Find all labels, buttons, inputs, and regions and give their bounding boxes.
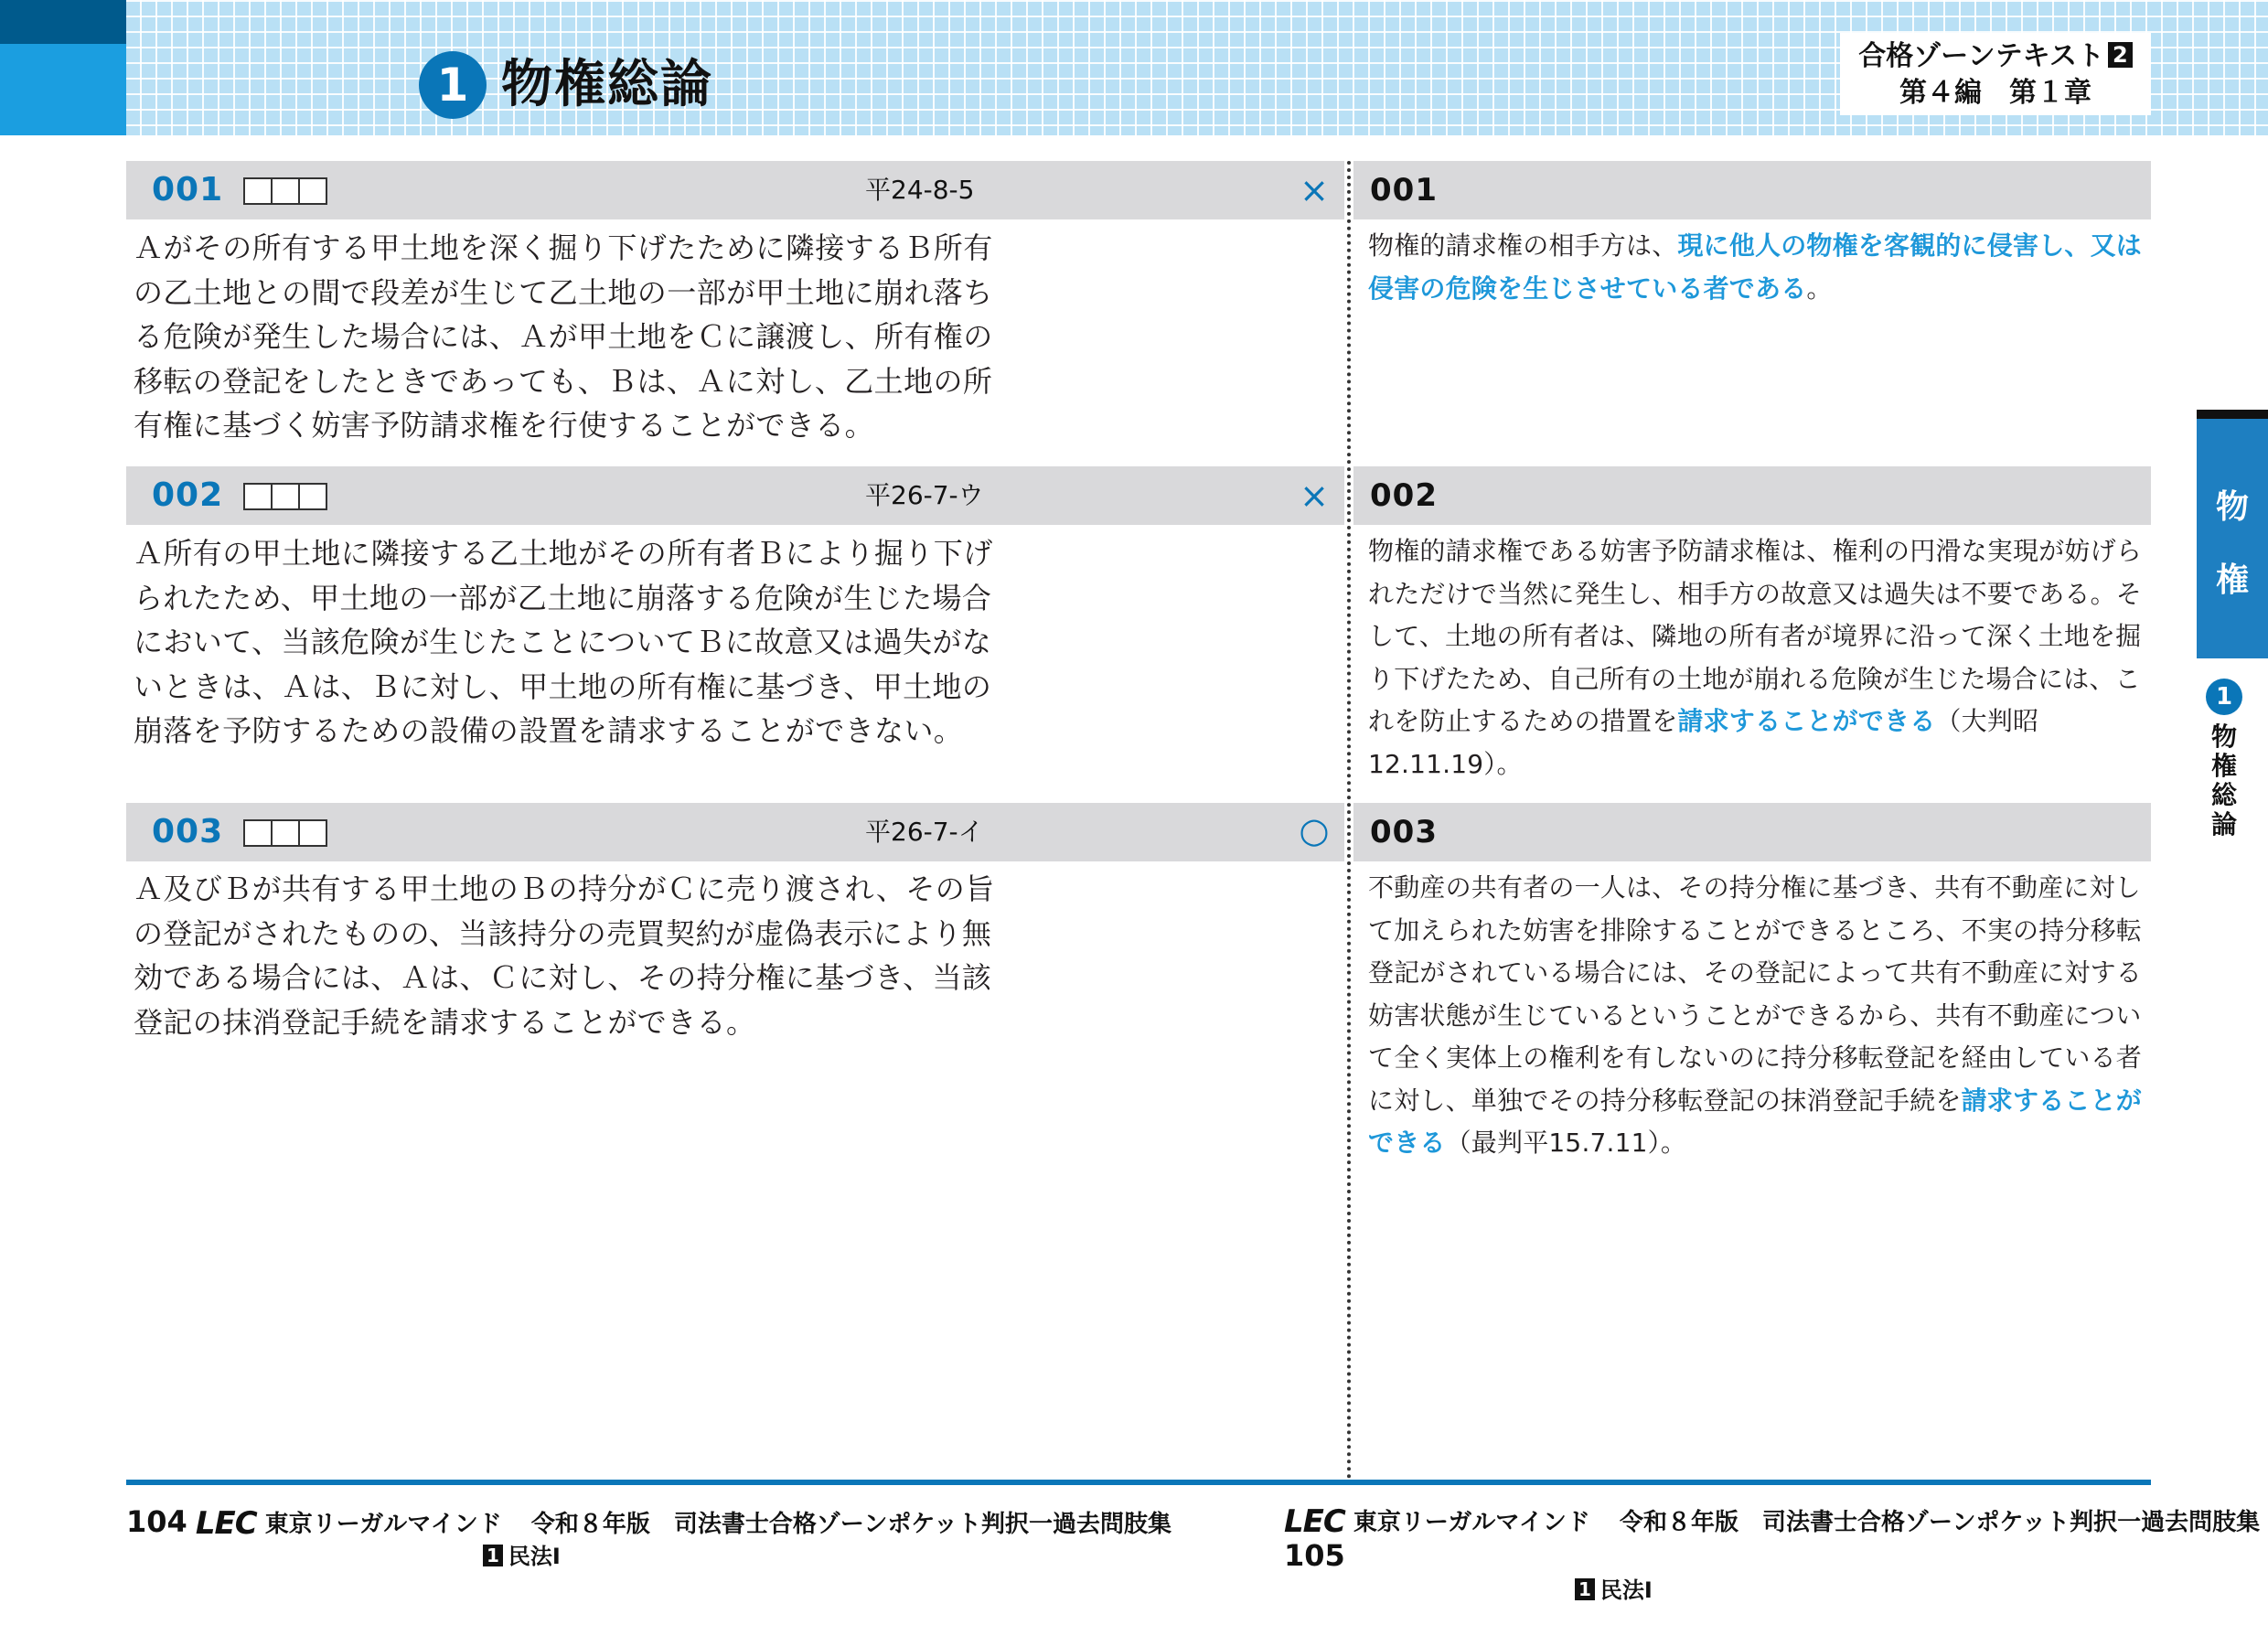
volume-title: 民法Ⅰ xyxy=(508,1544,561,1569)
chapter-number-badge: 1 xyxy=(419,51,487,119)
answer-number: 002 xyxy=(1370,477,1438,514)
center-divider xyxy=(1347,161,1351,1480)
side-tab-chapter[interactable] xyxy=(2197,419,2268,658)
side-tab-char: 権 xyxy=(2215,561,2249,599)
header-corner-dark xyxy=(0,0,126,44)
question-source: 平24-8-5 xyxy=(865,175,975,205)
volume-badge: 1 xyxy=(1575,1578,1595,1600)
answer-header-002 xyxy=(1353,466,2151,525)
textbook-reference xyxy=(1840,33,2151,115)
check-box[interactable] xyxy=(298,483,327,510)
volume-badge: 1 xyxy=(483,1545,503,1566)
answer-mark-cross: × xyxy=(1300,476,1329,516)
answer-highlight: 現に他人の物権を客観的に侵害し、又は侵害の危険を生じさせている者である xyxy=(1368,230,2143,304)
answer-text-plain: （最判平15.7.11）。 xyxy=(1445,1128,1687,1158)
check-boxes xyxy=(243,819,326,845)
side-section-char: 物 xyxy=(2210,722,2237,752)
answer-header-003 xyxy=(1353,803,2151,861)
answer-number: 001 xyxy=(1370,172,1438,208)
check-box[interactable] xyxy=(271,177,300,205)
check-box[interactable] xyxy=(298,819,327,847)
footer-rule xyxy=(126,1480,2151,1485)
footer-left xyxy=(126,1505,1171,1572)
answer-highlight: 請求することができる xyxy=(1677,706,1936,736)
check-box[interactable] xyxy=(243,483,273,510)
check-box[interactable] xyxy=(243,819,273,847)
question-text: Ａ及びＢが共有する甲土地のＢの持分がＣに売り渡され、その旨の登記がされたものの、当該持分の売買契約が虚偽表示により無効である場合には、Ａは、Ｃに対し、その持分権に基づき、当該登記の抹消登記手続を請求することができる。 xyxy=(134,871,995,1040)
answer-text-plain: 。 xyxy=(1806,273,1833,304)
answer-text-plain: 不動産の共有者の一人は、その持分権に基づき、共有不動産に対して加えられた妨害を排除することができるところ、不実の持分移転登記がされている場合には、その登記によって共有不動産に対する妨害状態が生じているということができるから、共有不動産について全く実体上の権利を有しないのに持分移転登記を経由している者に対し、単独でその持分移転登記の抹消登記手続を xyxy=(1368,872,2143,1116)
answer-mark-circle: ○ xyxy=(1299,810,1330,850)
question-text: Ａがその所有する甲土地を深く掘り下げたために隣接するＢ所有の乙土地との間で段差が生じて乙土地の一部が甲土地に崩れ落ちる危険が発生した場合には、Ａが甲土地をＣに譲渡し、所有権の移転の登記をしたときであっても、Ｂは、Ａに対し、乙土地の所有権に基づく妨害予防請求権を行使することができる。 xyxy=(134,230,993,443)
volume-title: 民法Ⅰ xyxy=(1599,1577,1653,1603)
question-header-001 xyxy=(126,161,1344,219)
publisher-name: 東京リーガルマインド xyxy=(264,1511,502,1538)
question-source: 平26-7-イ xyxy=(865,817,984,847)
side-section-number: 1 xyxy=(2206,679,2242,715)
book-edition: 令和８年版 司法書士合格ゾーンポケット判択一過去問肢集 xyxy=(530,1511,1172,1538)
answer-text xyxy=(1368,530,2145,786)
textbook-volume-badge: 2 xyxy=(2108,42,2133,68)
side-tab-char: 物 xyxy=(2215,488,2249,526)
question-number: 001 xyxy=(152,171,224,208)
question-number: 002 xyxy=(152,476,224,514)
textbook-name: 合格ゾーンテキスト xyxy=(1858,40,2105,72)
question-header-002 xyxy=(126,466,1344,525)
lec-logo: LEC xyxy=(195,1505,257,1542)
chapter-title: 物権総論 xyxy=(501,55,713,114)
textbook-section: 第４編 第１章 xyxy=(1899,77,2091,109)
answer-header-001 xyxy=(1353,161,2151,219)
check-box[interactable] xyxy=(243,177,273,205)
side-section-title xyxy=(2208,722,2241,839)
answer-highlight: 請求することができる xyxy=(1368,1085,2143,1158)
footer-right xyxy=(1284,1505,2268,1606)
book-edition: 令和８年版 司法書士合格ゾーンポケット判択一過去問肢集 xyxy=(1620,1509,2261,1536)
question-text: Ａ所有の甲土地に隣接する乙土地がその所有者Ｂにより掘り下げられたため、甲土地の一部が乙土地に崩落する危険が生じた場合において、当該危険が生じたことについてＢに故意又は過失がないときは、Ａは、Ｂに対し、甲土地の所有権に基づき、甲土地の崩落を予防するための設備の設置を請求することができない。 xyxy=(134,536,993,748)
page-number-right: 105 xyxy=(1284,1538,1345,1573)
answer-text-plain: （大判昭12.11.19）。 xyxy=(1368,706,2039,779)
question-source: 平26-7-ウ xyxy=(865,480,984,510)
answer-text xyxy=(1368,225,2145,310)
side-section-char: 権 xyxy=(2210,751,2237,781)
answer-number: 003 xyxy=(1370,814,1438,850)
header-corner-blue xyxy=(0,44,126,135)
check-box[interactable] xyxy=(271,819,300,847)
answer-text xyxy=(1368,867,2145,1165)
answer-mark-cross: × xyxy=(1300,170,1329,210)
question-header-003 xyxy=(126,803,1344,861)
check-box[interactable] xyxy=(271,483,300,510)
check-box[interactable] xyxy=(298,177,327,205)
side-section-char: 総 xyxy=(2210,780,2237,810)
question-number: 003 xyxy=(152,813,224,850)
page-number-left: 104 xyxy=(126,1504,187,1539)
answer-text-plain: 物権的請求権である妨害予防請求権は、権利の円滑な実現が妨げられただけで当然に発生し、相手方の故意又は過失は不要である。そして、土地の所有者は、隣地の所有者が境界に沿って深く土地を掘り下げたため、自己所有の土地が崩れる危険が生じた場合には、これを防止するための措置を xyxy=(1368,536,2143,736)
check-boxes xyxy=(243,483,326,508)
publisher-name: 東京リーガルマインド xyxy=(1353,1509,1590,1536)
lec-logo: LEC xyxy=(1284,1503,1345,1540)
side-section-char: 論 xyxy=(2210,809,2237,839)
check-boxes xyxy=(243,177,326,203)
side-tab-cap xyxy=(2197,410,2268,419)
answer-text-plain: 物権的請求権の相手方は、 xyxy=(1368,230,1678,261)
